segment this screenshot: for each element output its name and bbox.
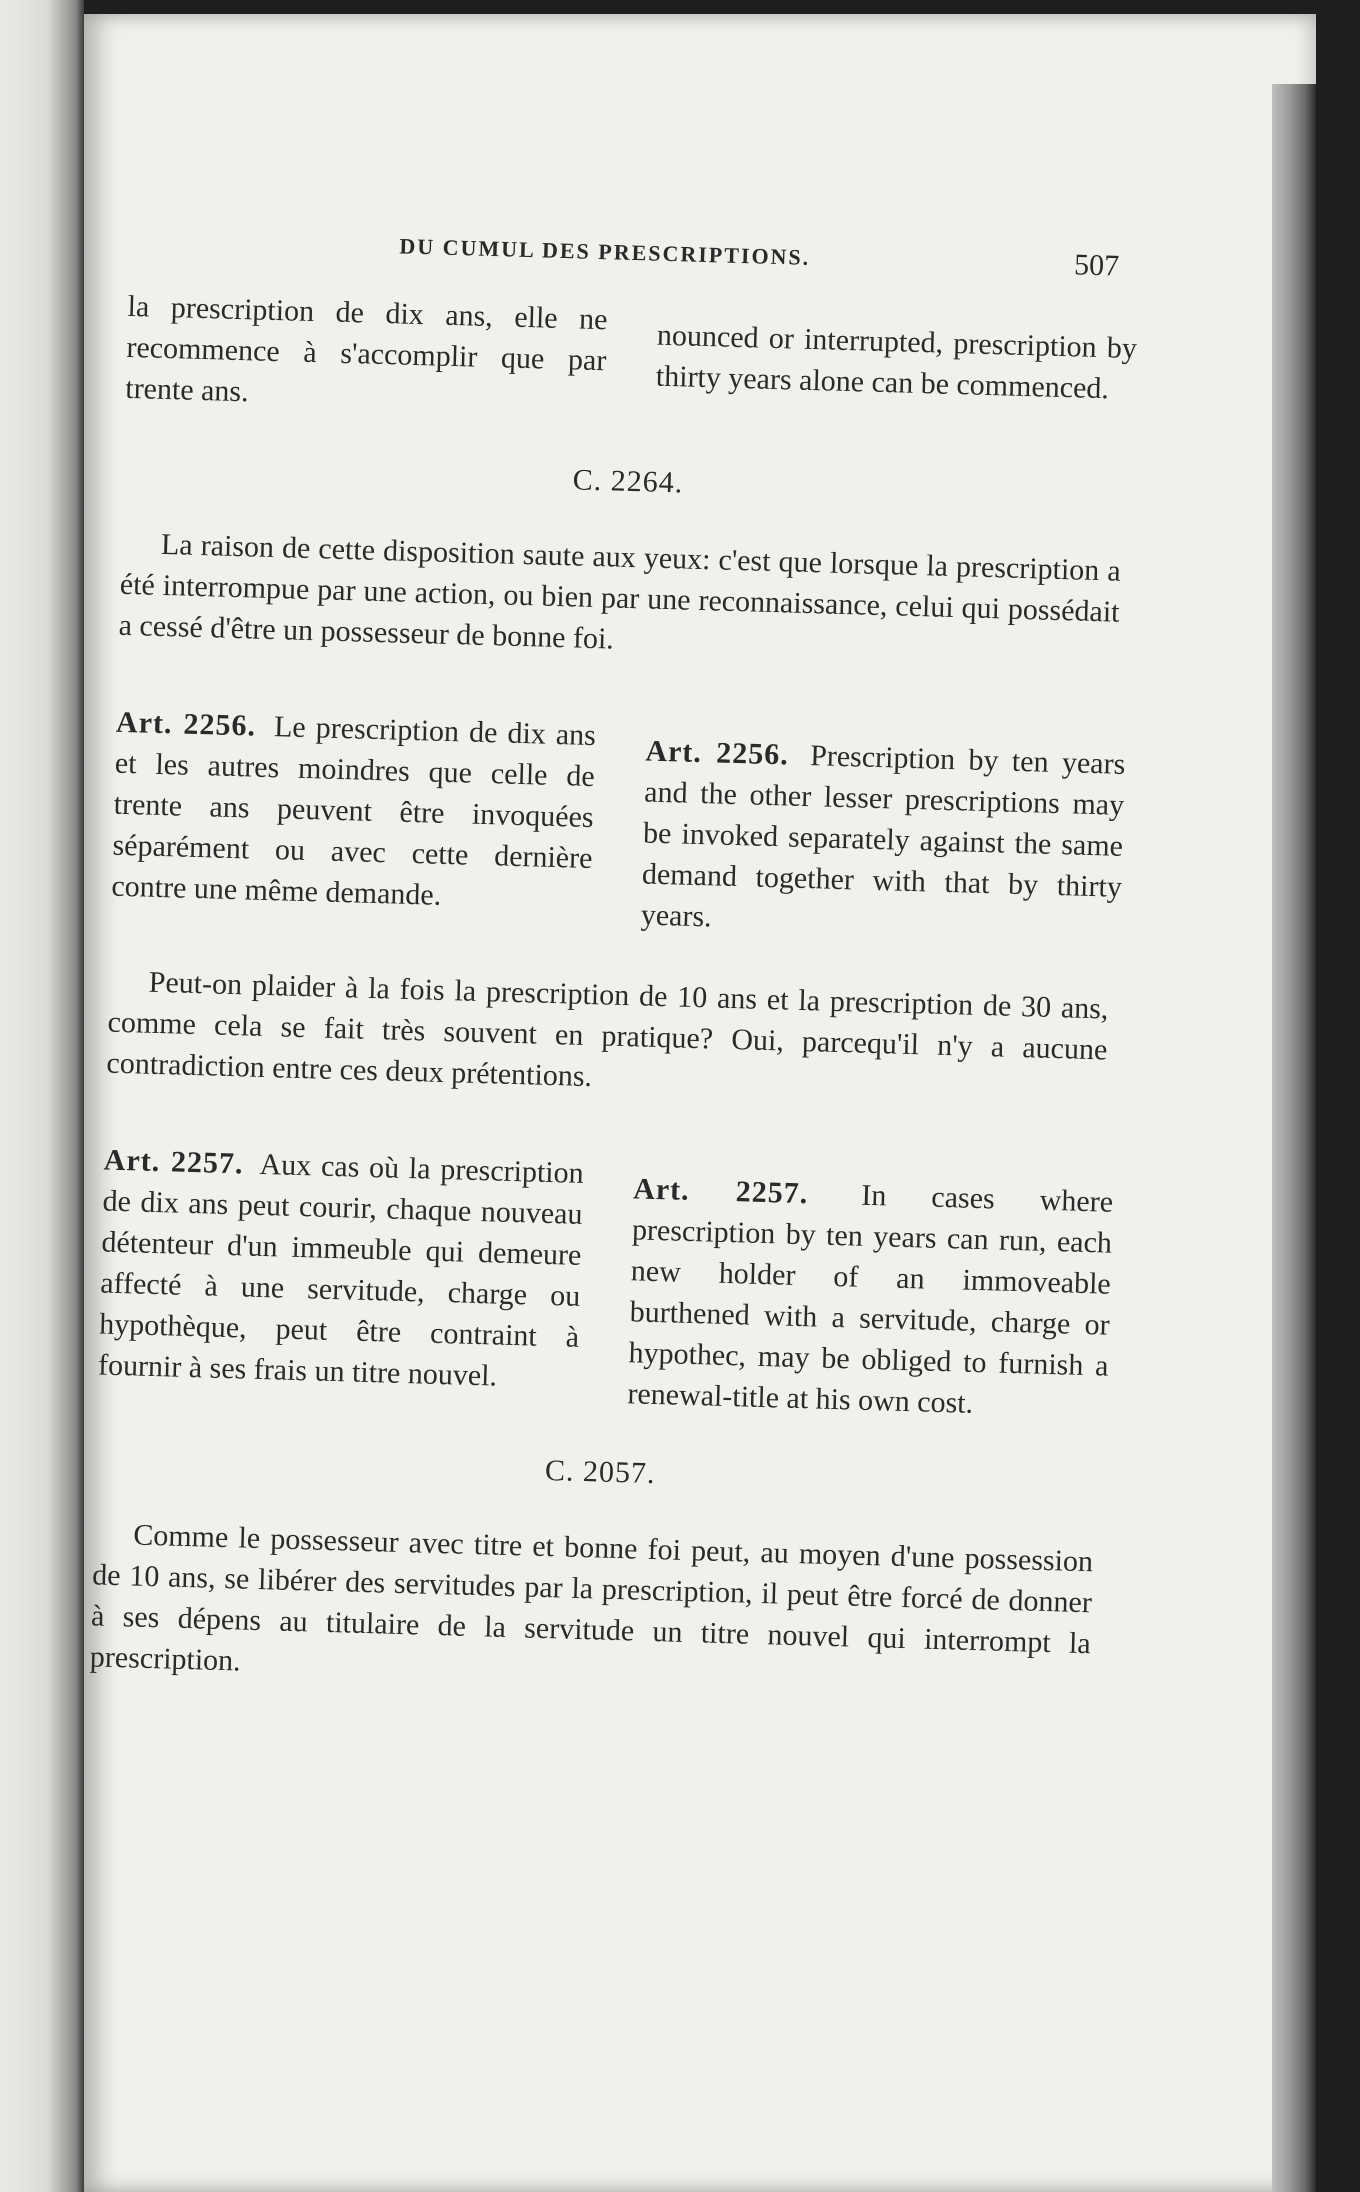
article-2257 <box>97 1140 1114 1428</box>
section-reference: C. 2264. <box>572 463 684 500</box>
french-column <box>111 702 597 934</box>
article-text: Aux cas où la prescription de dix ans peut courir, chaque nouveau détenteur d'un immeuble qui demeure affecté à une servitude, charge ou hypothèque, peut être contraint à fournir à ses frais un titre nouvel. <box>97 1147 585 1393</box>
page-number: 507 <box>1073 248 1120 283</box>
article-text: Prescription by ten years and the other lesser prescriptions may be invoked separately against the same demand together with that by thirty years. <box>640 739 1126 934</box>
article-label: Art. 2257. <box>103 1143 244 1181</box>
article-label: Art. 2256. <box>644 734 790 772</box>
english-column: nounced or interrupted, prescription by thirty years alone can be commenced. <box>655 318 1138 406</box>
english-column <box>627 1168 1114 1427</box>
article-label: Art. 2257. <box>632 1172 809 1211</box>
french-column <box>97 1140 584 1413</box>
section-reference: C. 2057. <box>544 1453 656 1491</box>
article-2256 <box>111 702 1127 949</box>
facing-page-edge <box>0 0 84 2192</box>
commentary-paragraph: Comme le possesseur avec titre et bonne foi peut, au moyen d'une possession de 10 ans, se libérer des servitudes par la prescription, il peut être forcé de donner à ses dépens au titulaire de la servitude un titre nouvel qui interrompt la prescription. <box>89 1518 1094 1678</box>
commentary-paragraph: La raison de cette disposition saute aux yeux: c'est que lorsque la prescription a été interrompue par une action, ou bien par une reconnaissance, celui qui possédait a cessé d'être un possesseur de bonne foi. <box>118 527 1122 656</box>
article-label: Art. 2256. <box>115 705 257 743</box>
page-content <box>88 216 1140 1762</box>
article-text: In cases where prescription by ten years can run, each new holder of an immoveable burthened with a servitude, charge or hypothec, may be obliged to furnish a renewal-title at his own cost. <box>627 1178 1114 1420</box>
french-column: la prescription de dix ans, elle ne recommence à s'accomplir que par trente ans. <box>124 289 608 409</box>
english-column <box>640 731 1126 949</box>
page-fore-edge <box>1272 84 1316 2192</box>
article-text: Le prescription de dix ans et les autres moindres que celle de trente ans peuvent être invoquées séparément ou avec cette dernière contre une même demande. <box>111 710 597 912</box>
commentary-paragraph: Peut-on plaider à la fois la prescription de 10 ans et la prescription de 30 ans, comme cela se fait très souvent en pratique? Oui, parcequ'il n'y a aucune contradiction entre ces deux prétentions. <box>106 965 1109 1094</box>
running-title: DU CUMUL DES PRESCRIPTIONS. <box>399 233 811 270</box>
